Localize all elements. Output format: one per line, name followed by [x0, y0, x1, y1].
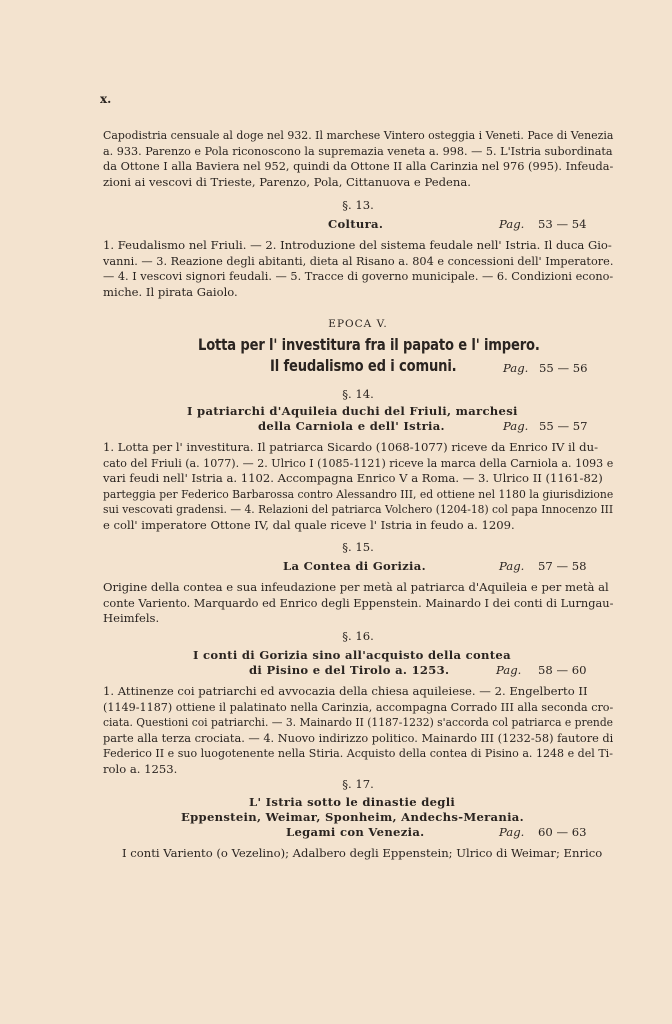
epoch-title-line-1: Lotta per l' investitura fra il papato e l' impero. — [198, 335, 540, 354]
text-line: zioni ai vescovi di Trieste, Parenzo, Pola, Cittanuova e Pedena. — [103, 174, 471, 189]
section-17-body — [122, 846, 612, 862]
section-16-heading-2 — [103, 663, 613, 679]
epoch-label: EPOCA V. — [328, 318, 388, 330]
text-line: vanni. — 3. Reazione degli abitanti, dieta al Risano a. 804 e concessioni dell' Imperatore. — [103, 253, 614, 268]
section-13-number: §. 13. — [342, 198, 374, 212]
text-line: sui vescovati gradensi. — 4. Relazioni del patriarca Volchero (1204-18) col papa Innocenzo III — [103, 502, 614, 517]
text-line: a. 933. Parenzo e Pola riconoscono la supremazia veneta a. 998. — 5. L'Istria subordinata — [103, 143, 613, 158]
section-17-heading-3 — [103, 825, 613, 841]
page-range: 53 — 54 — [538, 217, 587, 231]
section-14-body — [103, 440, 613, 534]
text-line: 1. Lotta per l' investitura. Il patriarca Sicardo (1068-1077) riceve da Enrico IV il du- — [103, 440, 598, 454]
text-line: e coll' imperatore Ottone IV, dal quale riceve l' Istria in feudo a. 1209. — [103, 517, 515, 532]
text-line: parte alla terza crociata. — 4. Nuovo indirizzo politico. Mainardo III (1232-58) fautore di — [103, 730, 614, 745]
section-16-body — [103, 684, 613, 778]
section-15-heading — [103, 559, 613, 575]
section-14-title-line-1: I patriarchi d'Aquileia duchi del Friuli, marchesi — [187, 404, 518, 418]
text-line: 1. Feudalismo nel Friuli. — 2. Introduzione del sistema feudale nell' Istria. Il duca Gio- — [103, 238, 612, 252]
pag-label: Pag. — [499, 559, 525, 573]
section-13-heading — [103, 217, 613, 233]
text-line: vari feudi nell' Istria a. 1102. Accompagna Enrico V a Roma. — 3. Ulrico II (1161-82) — [103, 471, 603, 486]
section-17-title-line-1: L' Istria sotto le dinastie degli — [249, 795, 456, 809]
text-line: — 4. I vescovi signori feudali. — 5. Tracce di governo municipale. — 6. Condizioni econo- — [103, 269, 614, 284]
section-15-body — [103, 580, 613, 627]
section-14-title-line-2: della Carniola e dell' Istria. — [258, 419, 445, 433]
section-15-number: §. 15. — [342, 540, 374, 554]
text-line: 1. Attinenze coi patriarchi ed avvocazia della chiesa aquileiese. — 2. Engelberto II — [103, 684, 588, 698]
epoch-pages — [103, 361, 613, 377]
text-line: (1149-1187) ottiene il palatinato nella Carinzia, accompagna Corrado III alla seconda cro- — [103, 699, 614, 714]
text-line: parteggia per Federico Barbarossa contro Alessandro III, ed ottiene nel 1180 la giurisdizione — [103, 486, 614, 501]
text-line: Heimfels. — [103, 611, 160, 626]
page-range: 55 — 56 — [539, 361, 588, 375]
section-14-heading-1 — [103, 404, 613, 420]
section-14-number: §. 14. — [342, 387, 374, 401]
section-14-heading-2 — [103, 419, 613, 435]
pag-label: Pag. — [499, 217, 525, 231]
pag-label: Pag. — [499, 825, 525, 839]
text-line: da Ottone I alla Baviera nel 952, quindi da Ottone II alla Carinzia nel 976 (995). Infeuda- — [103, 159, 614, 174]
text-line: rolo a. 1253. — [103, 761, 178, 776]
page-number: x. — [100, 92, 112, 106]
section-16-title-line-2: di Pisino e del Tirolo a. 1253. — [249, 663, 450, 677]
text-line: cato del Friuli (a. 1077). — 2. Ulrico I (1085-1121) riceve la marca della Carniola a. 1093 e — [103, 455, 614, 470]
page-range: 57 — 58 — [538, 559, 587, 573]
text-line: Capodistria censuale al doge nel 932. Il marchese Vintero osteggia i Veneti. Pace di Venezia — [103, 128, 614, 142]
epoch-title-line-2: Il feudalismo ed i comuni. — [270, 356, 457, 375]
section-17-heading-1 — [103, 795, 613, 811]
section-16-number: §. 16. — [342, 629, 374, 643]
page-range: 58 — 60 — [538, 663, 587, 677]
section-17-number: §. 17. — [342, 777, 374, 791]
text-line: Origine della contea e sua infeudazione per metà al patriarca d'Aquileia e per metà al — [103, 580, 609, 594]
pag-label: Pag. — [503, 419, 529, 433]
text-line: Federico II e suo luogotenente nella Stiria. Acquisto della contea di Pisino a. 1248 e del Ti- — [103, 746, 613, 761]
pag-label: Pag. — [496, 663, 522, 677]
text-line: I conti Variento (o Vezelino); Adalbero degli Eppenstein; Ulrico di Weimar; Enrico — [122, 846, 603, 860]
section-17-heading-2 — [103, 810, 613, 826]
section-16-title-line-1: I conti di Gorizia sino all'acquisto della contea — [193, 648, 511, 662]
page-range: 60 — 63 — [538, 825, 587, 839]
section-13-body — [103, 238, 613, 300]
section-17-title-line-3: Legami con Venezia. — [286, 825, 425, 839]
section-17-title-line-2: Eppenstein, Weimar, Sponheim, Andechs-Merania. — [181, 810, 524, 824]
intro-paragraph — [103, 128, 613, 190]
section-15-title: La Contea di Gorizia. — [283, 559, 426, 573]
text-line: miche. Il pirata Gaiolo. — [103, 284, 238, 299]
page-range: 55 — 57 — [539, 419, 588, 433]
text-line: conte Variento. Marquardo ed Enrico degli Eppenstein. Mainardo I dei conti di Lurngau- — [103, 595, 614, 610]
section-16-heading-1 — [103, 648, 613, 664]
section-13-title: Coltura. — [328, 217, 384, 231]
text-line: ciata. Questioni coi patriarchi. — 3. Mainardo II (1187-1232) s'accorda col patriarca e prende — [103, 715, 614, 730]
pag-label: Pag. — [503, 361, 529, 375]
